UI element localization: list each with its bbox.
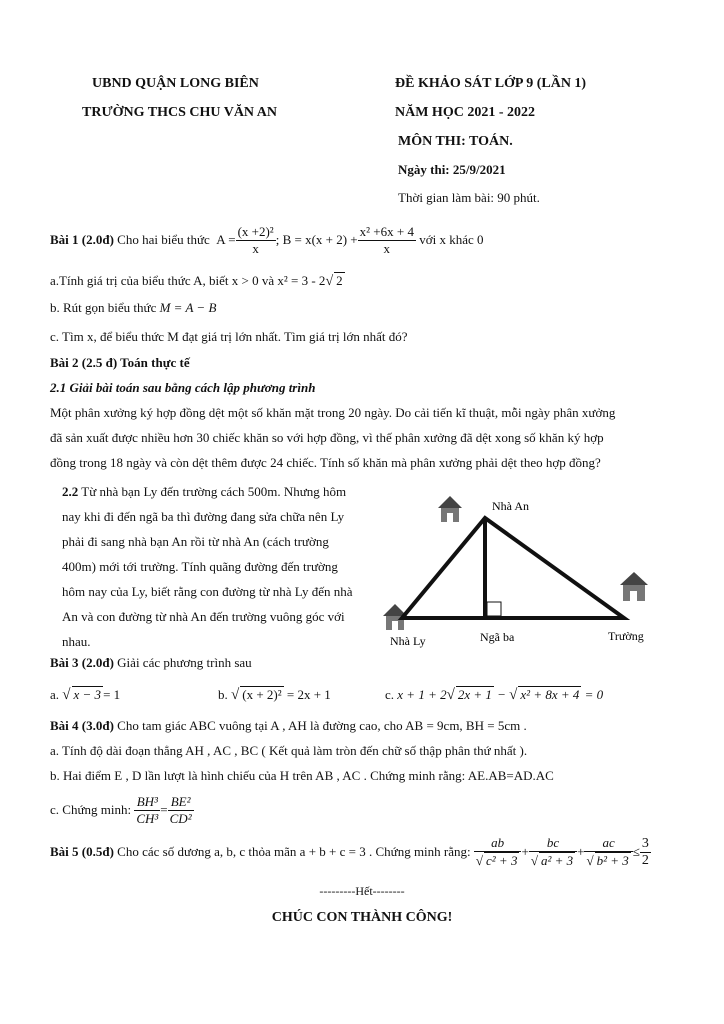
bai3-c-rhs: = 0 xyxy=(581,687,604,702)
bai1-line xyxy=(50,220,483,260)
bai5-line xyxy=(50,828,651,876)
district-name: UBND QUẬN LONG BIÊN xyxy=(92,76,259,91)
bai5-frac3-num: ac xyxy=(584,835,632,852)
bai1-part-b-text: b. Rút gọn biểu thức xyxy=(50,300,160,315)
bai2-para1-line3: đồng trong 18 ngày và còn dệt thêm được 24 chiếc. Tính số khăn mà phân xưởng phải dệt theo hợp đồng? xyxy=(50,455,601,470)
bai5-frac1-den: c² + 3 xyxy=(486,853,518,868)
bai1-part-b-expr: M = A − B xyxy=(159,300,217,315)
bai4-line1 xyxy=(50,718,527,734)
bai2-para2 xyxy=(62,479,353,654)
bai2-q2: nay khi đi đến ngã ba thì đường đang sửa chữa nên Ly xyxy=(62,509,345,524)
bai4-title: Bài 4 (3.0đ) xyxy=(50,718,114,733)
exam-duration: Thời gian làm bài: 90 phút. xyxy=(398,190,540,205)
bai1-title: Bài 1 (2.0đ) xyxy=(50,232,114,247)
bai2-q7: nhau. xyxy=(62,634,91,649)
bai1-A-lhs: A = xyxy=(216,232,236,247)
bai1-B-num: x² +6x + 4 xyxy=(359,223,414,239)
exam-title: ĐỀ KHẢO SÁT LỚP 9 (LẦN 1) xyxy=(395,76,587,91)
bai4-part-c xyxy=(50,790,194,830)
bai4-frac1-num: BH³ xyxy=(134,794,160,811)
triangle xyxy=(402,518,624,618)
bai5-le: ≤ xyxy=(632,844,640,859)
subject: MÔN THI: TOÁN. xyxy=(398,134,513,149)
bai5-frac1-num: ab xyxy=(474,835,522,852)
bai4-part-b: b. Hai điểm E , D lần lượt là hình chiếu của H trên AB , AC . Chứng minh rằng: AE.AB=AD.AC xyxy=(50,768,554,783)
bai2-sub2: 2.2 xyxy=(62,484,79,499)
bai5-frac2-den: a² + 3 xyxy=(540,853,574,868)
bai1-part-a-sqrt: 2 xyxy=(336,273,343,288)
bai3-intro: Giải các phương trình sau xyxy=(117,655,252,670)
bai4-frac1 xyxy=(134,794,160,827)
bai5-frac2-num: bc xyxy=(529,835,577,852)
right-angle-mark xyxy=(487,602,501,616)
bai3-b-rad: (x + 2)² xyxy=(242,687,282,702)
bai5-frac1: $\frac{ab}{\text{√ c² + 3}}$ xyxy=(474,835,522,869)
bai4-statement: Cho tam giác ABC vuông tại A , AH là đường cao, cho AB = 9cm, BH = 5cm . xyxy=(117,718,527,733)
bai2-sub1: 2.1 Giải bài toán sau bằng cách lập phương trình xyxy=(50,380,316,395)
bai3-c-label: c. xyxy=(385,687,395,702)
bai5-rhs-num: 3 xyxy=(641,835,649,851)
bai3-eq-c: c. x + 1 + 2√ 2x + 1 − √ x² + 8x + 4 = 0 xyxy=(385,687,604,703)
bai3-c-p2: − xyxy=(493,687,510,702)
label-truong: Trường xyxy=(608,629,644,643)
bai2-para1-line2: đã sản xuất được nhiều hơn 30 chiếc khăn so với hợp đồng, vì thế phân xưởng đã dệt xong số khăn ký hợp xyxy=(50,430,604,445)
school-year: NĂM HỌC 2021 - 2022 xyxy=(395,105,535,120)
bai3-title: Bài 3 (2.0đ) xyxy=(50,655,114,670)
bai2-para1 xyxy=(50,400,615,475)
bai5-text: Cho các số dương a, b, c thỏa mãn a + b + c = 3 . Chứng minh rằng: xyxy=(117,844,471,859)
bai2-q1: Từ nhà bạn Ly đến trường cách 500m. Nhưng hôm xyxy=(81,484,347,499)
bai3-header xyxy=(50,655,252,671)
bai1-intro: Cho hai biểu thức xyxy=(117,232,210,247)
house-truong-icon xyxy=(620,572,648,601)
bai1-part-c: c. Tìm x, để biểu thức M đạt giá trị lớn nhất. Tìm giá trị lớn nhất đó? xyxy=(50,329,408,344)
label-nga-ba: Ngã ba xyxy=(480,630,515,644)
bai5-rhs-den: 2 xyxy=(641,852,649,868)
label-nha-ly: Nhà Ly xyxy=(390,634,426,648)
bai5-frac-rhs xyxy=(640,836,651,869)
bai1-A-num: (x +2)² xyxy=(237,223,274,239)
bai3-a-label: a. xyxy=(50,687,60,702)
bai4-frac2-den: CD² xyxy=(169,810,192,826)
bai4-c-eq: = xyxy=(160,802,168,817)
bai3-c-p1: x + 1 + 2 xyxy=(397,687,447,702)
bai4-c-label: c. Chứng minh: xyxy=(50,802,132,817)
bai4-part-a: a. Tính độ dài đoạn thẳng AH , AC , BC ( Kết quả làm tròn đến chữ số thập phân thứ nhất ). xyxy=(50,743,528,758)
bai2-title: Bài 2 (2.5 đ) Toán thực tế xyxy=(50,355,190,370)
bai1-part-a: a.Tính giá trị của biểu thức A, biết x > 0 và x² = 3 - 2√ 2 xyxy=(50,273,343,289)
bai3-a-rhs: = 1 xyxy=(103,687,121,702)
bai5-plus2: + xyxy=(577,844,585,859)
bai3-eq-b: b. √ (x + 2)² = 2x + 1 xyxy=(218,687,331,703)
bai1-B-fraction xyxy=(358,224,416,257)
bai5-title: Bài 5 (0.5đ) xyxy=(50,844,114,859)
bai1-A-fraction xyxy=(236,224,276,257)
exam-date: Ngày thi: 25/9/2021 xyxy=(398,162,506,177)
bai4-frac2 xyxy=(168,794,194,827)
bai5-frac3-den: b² + 3 xyxy=(596,853,629,868)
bai4-frac1-den: CH³ xyxy=(136,810,159,826)
bai2-q4: 400m) mới tới trường. Tính quãng đường đến trường xyxy=(62,559,338,574)
bai1-B-den: x xyxy=(383,240,391,256)
bai3-b-rhs: = 2x + 1 xyxy=(286,687,331,702)
bai3-c-rad1: 2x + 1 xyxy=(457,687,492,702)
bai5-plus1: + xyxy=(521,844,529,859)
bai3-a-rad: x − 3 xyxy=(73,687,102,702)
bai3-b-label: b. xyxy=(218,687,228,702)
bai1-part-a-text: a.Tính giá trị của biểu thức A, biết x > 0 và x² = 3 - 2 xyxy=(50,273,326,288)
end-marker: ---------Hết-------- xyxy=(319,884,405,898)
bai5-frac3: $\frac{ac}{\text{√ b² + 3}}$ xyxy=(584,835,632,869)
bai3-c-rad2: x² + 8x + 4 xyxy=(520,687,580,702)
bai4-frac2-num: BE² xyxy=(168,794,194,811)
bai5-frac2: $\frac{bc}{\text{√ a² + 3}}$ xyxy=(529,835,577,869)
bai1-condition: với x khác 0 xyxy=(419,232,484,247)
closing-wish: CHÚC CON THÀNH CÔNG! xyxy=(271,910,453,925)
bai2-q3: phải đi sang nhà bạn An rồi từ nhà An (cách trường xyxy=(62,534,329,549)
bai1-A-den: x xyxy=(252,240,259,256)
bai2-q6: An và con đường từ nhà An đến trường vuông góc với xyxy=(62,609,345,624)
bai1-B-lhs: ; B = x(x + 2) + xyxy=(275,232,358,247)
bai1-part-b xyxy=(50,300,216,316)
bai2-q5: hôm nay của Ly, biết rằng con đường từ nhà Ly đến nhà xyxy=(62,584,353,599)
label-nha-an: Nhà An xyxy=(492,499,529,513)
school-name: TRƯỜNG THCS CHU VĂN AN xyxy=(82,105,277,120)
bai3-eq-a: a. √ x − 3 = 1 xyxy=(50,687,121,703)
house-an-icon xyxy=(438,496,462,522)
bai2-para1-line1: Một phân xưởng ký hợp đồng dệt một số khăn mặt trong 20 ngày. Do cải tiến kĩ thuật, mỗi ngày phân xưởng xyxy=(50,405,616,420)
route-figure xyxy=(380,490,670,655)
